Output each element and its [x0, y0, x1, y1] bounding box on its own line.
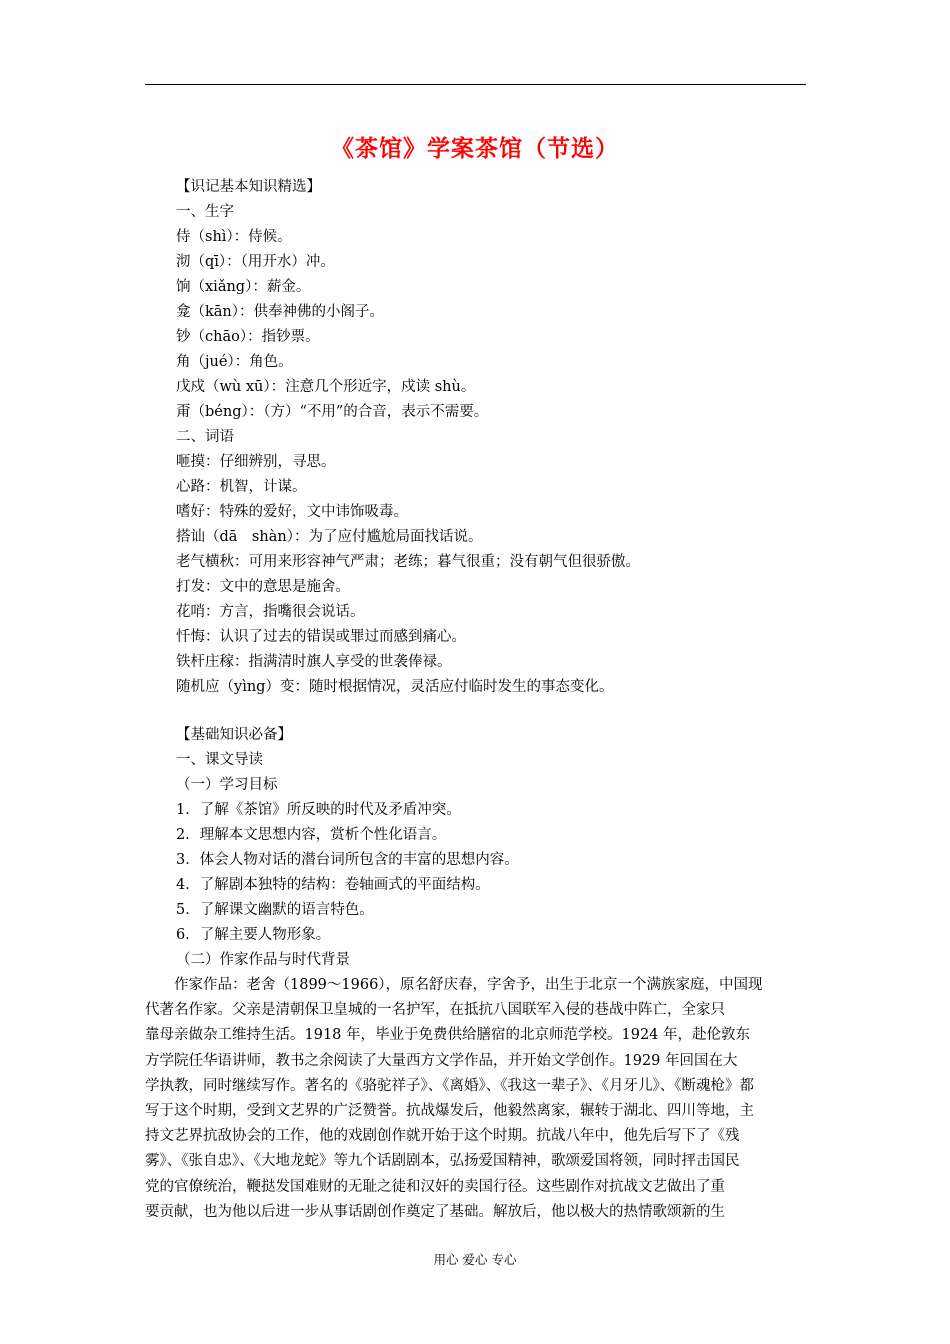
paragraph-line: 靠母亲做杂工维持生活。1918 年，毕业于免费供给膳宿的北京师范学校。1924 年，赴伦敦东: [145, 1027, 751, 1044]
section-heading-basics: 【基础知识必备】: [176, 727, 292, 743]
goal-item: 2．理解本文思想内容，赏析个性化语言。: [176, 827, 447, 843]
page-title: 《茶馆》学案茶馆（节选）: [331, 136, 619, 162]
subheading-goals: （一）学习目标: [176, 777, 278, 793]
word-entry: 心路：机智，计谋。: [176, 479, 307, 495]
char-entry: 钞（chāo）：指钞票。: [176, 329, 320, 345]
subheading-author-background: （二）作家作品与时代背景: [176, 952, 350, 968]
paragraph-line: 学执教，同时继续写作。著名的《骆驼祥子》、《离婚》、《我这一辈子》、《月牙儿》、《断魂枪》都: [145, 1077, 754, 1094]
goal-item: 5．了解课文幽默的语言特色。: [176, 902, 374, 918]
word-entry: 老气横秋：可用来形容神气严肃；老练；暮气很重；没有朝气但很骄傲。: [176, 554, 640, 570]
char-entry: 角（jué）：角色。: [176, 354, 293, 370]
paragraph-line: 作家作品：老舍（1899～1966），原名舒庆春，字舍予，出生于北京一个满族家庭，中国现: [145, 977, 763, 993]
word-entry: 咂摸：仔细辨别，寻思。: [176, 454, 336, 470]
paragraph-line: 党的官僚统治，鞭挞发国难财的无耻之徒和汉奸的卖国行径。这些剧作对抗战文艺做出了重: [145, 1178, 725, 1195]
char-entry: 龛（kān）：供奉神佛的小阁子。: [176, 304, 385, 320]
char-entry: 甭（béng）：（方）“不用”的合音，表示不需要。: [176, 404, 489, 420]
subheading-characters: 一、生字: [176, 204, 234, 220]
word-entry: 嗜好：特殊的爱好，文中讳饰吸毒。: [176, 504, 408, 520]
word-entry: 忏悔：认识了过去的错误或罪过而感到痛心。: [176, 629, 466, 645]
paragraph-line: 持文艺界抗敌协会的工作，他的戏剧创作就开始于这个时期。抗战八年中，他先后写下了《残: [145, 1128, 740, 1145]
goal-item: 1．了解《茶馆》所反映的时代及矛盾冲突。: [176, 802, 461, 818]
paragraph-line: 要贡献，也为他以后进一步从事话剧创作奠定了基础。解放后，他以极大的热情歌颂新的生: [145, 1203, 725, 1220]
word-entry: 搭讪（dā shàn）：为了应付尴尬局面找话说。: [176, 529, 483, 545]
goal-item: 4．了解剧本独特的结构：卷轴画式的平面结构。: [176, 877, 490, 893]
paragraph-line: 代著名作家。父亲是清朝保卫皇城的一名护军，在抵抗八国联军入侵的巷战中阵亡，全家只: [145, 1002, 725, 1019]
paragraph-line: 写于这个时期，受到文艺界的广泛赞誉。抗战爆发后，他毅然离家，辗转于湖北、四川等地，主: [145, 1103, 754, 1120]
author-paragraph: [145, 973, 807, 1225]
subheading-guide: 一、课文导读: [176, 752, 263, 768]
word-entry: 打发：文中的意思是施舍。: [176, 579, 350, 595]
goal-item: 3．体会人物对话的潜台词所包含的丰富的思想内容。: [176, 852, 519, 868]
paragraph-line: 方学院任华语讲师，教书之余阅读了大量西方文学作品，并开始文学创作。1929 年回国在大: [145, 1052, 738, 1069]
header-rule: [145, 84, 806, 85]
word-entry: 随机应（yìng）变：随时根据情况，灵活应付临时发生的事态变化。: [176, 679, 614, 695]
word-entry: 铁杆庄稼：指满清时旗人享受的世袭俸禄。: [176, 654, 452, 670]
char-entry: 侍（shì）：侍候。: [176, 229, 292, 245]
char-entry: 沏（qī）：（用开水）冲。: [176, 254, 335, 270]
char-entry: 戊戍（wù xū）：注意几个形近字，戍读 shù。: [176, 379, 476, 395]
goal-item: 6．了解主要人物形象。: [176, 927, 331, 943]
page-footer: 用心 爱心 专心: [433, 1252, 517, 1267]
char-entry: 饷（xiǎng）：薪金。: [176, 279, 311, 295]
section-heading-memorize: 【识记基本知识精选】: [176, 179, 321, 195]
subheading-words: 二、词语: [176, 429, 234, 445]
paragraph-line: 雾》、《张自忠》、《大地龙蛇》等九个话剧剧本，弘扬爱国精神，歌颂爱国将领，同时抨击国民: [145, 1153, 740, 1170]
word-entry: 花哨：方言，指嘴很会说话。: [176, 604, 365, 620]
